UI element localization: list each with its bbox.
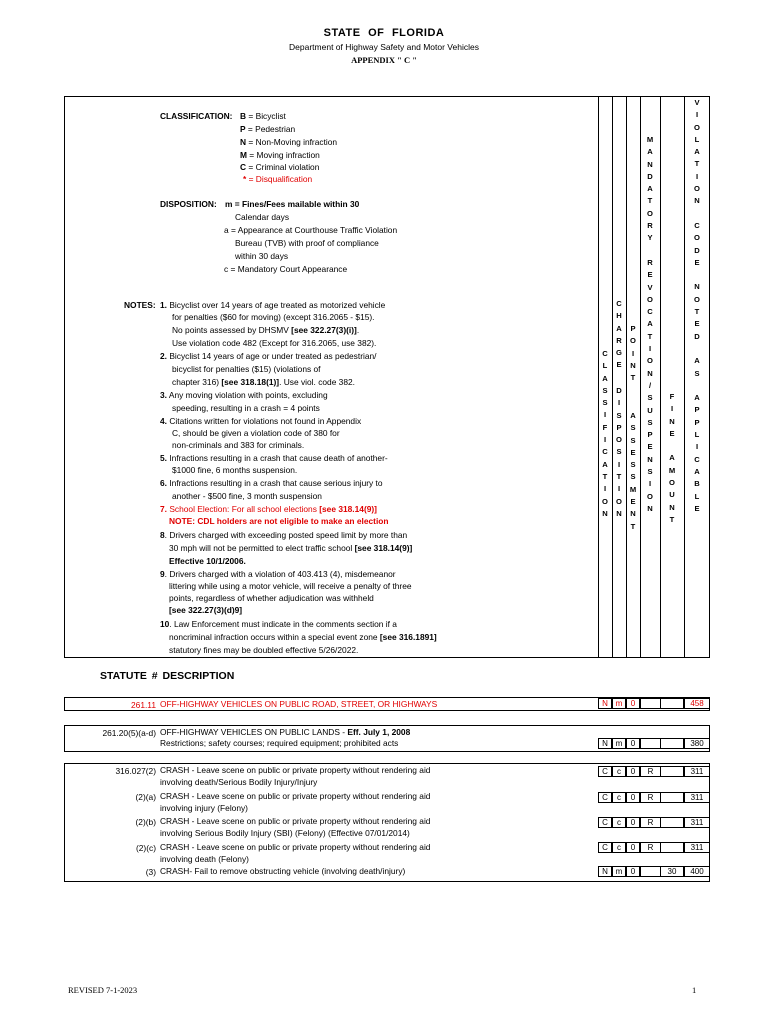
violation-code-cell: 400 [684,866,710,877]
note-line: 30 mph will not be permitted to elect traffic school [see 318.14(9)] [169,543,413,553]
page-title: STATE OF FLORIDA [323,27,445,39]
disposition-line: a = Appearance at Courthouse Traffic Violation [224,225,398,235]
mandatory-cell: R [640,842,660,853]
classification-line: M = Moving infraction [240,150,320,160]
column-header-point: P O I N T [630,324,636,383]
points-cell: 0 [626,738,640,749]
notes-label: NOTES: [124,300,156,310]
disposition-label: DISPOSITION: [160,199,217,209]
column-header-charge: C H A R G E [616,299,622,370]
note-3: 3. Any moving violation with points, excluding [160,390,328,400]
statute-description: CRASH - Leave scene on public or private property without rendering aid [160,842,431,852]
note-line: for penalties ($60 for moving) (except 316.2065 - $15). [172,312,375,322]
note-line: bicyclist for penalties ($15) (violations of [172,364,321,374]
note-line: No points assessed by DHSMV [see 322.27(3)(i)]. [172,325,360,335]
note-line: points, regardless of whether adjudication was withheld [169,593,374,603]
statute-number: (2)(a) [135,792,156,802]
classification-cell: C [598,842,612,853]
points-cell: 0 [626,766,640,777]
violation-code-cell: 311 [684,766,710,777]
violation-code-cell: 311 [684,817,710,828]
points-cell: 0 [626,698,640,709]
statute-description: OFF-HIGHWAY VEHICLES ON PUBLIC ROAD, STREET, OR HIGHWAYS [160,699,438,709]
statute-description: CRASH- Fail to remove obstructing vehicle (involving death/injury) [160,866,406,876]
column-header-violation-code: V I O L A T I O N C O D E N O T E D A S A P P L I C A B L E [694,98,700,513]
note-line: C, should be given a violation code of 380 for [172,428,340,438]
violation-code-cell: 458 [684,698,710,709]
fine-cell [660,766,684,777]
note-line: Use violation code 482 (Except for 316.2065, use 382). [172,338,377,348]
classification-cell: C [598,766,612,777]
classification-line: B = Bicyclist [240,111,286,121]
fine-cell [660,817,684,828]
page-number: 1 [692,985,697,995]
statute-description: CRASH - Leave scene on public or private property without rendering aid [160,816,431,826]
note-line: littering while using a motor vehicle, will receive a penalty of three [169,581,412,591]
mandatory-cell [640,866,660,877]
classification-line: C = Criminal violation [240,162,320,172]
violation-code-cell: 311 [684,842,710,853]
statute-number: (2)(b) [135,817,156,827]
mandatory-cell: R [640,766,660,777]
note-line: [see 322.27(3)(d)9] [169,605,243,615]
points-cell: 0 [626,792,640,803]
note-10: 10. Law Enforcement must indicate in the comments section if a [160,619,397,629]
column-divider [684,96,685,658]
column-divider [612,96,613,658]
note-line: Effective 10/1/2006. [169,556,246,566]
disposition-line: Bureau (TVB) with proof of compliance [235,238,379,248]
classification-cell: N [598,866,612,877]
column-header-disposition: D I S P O S I T I O N [616,386,622,518]
statute-number: (2)(c) [135,843,156,853]
note-line: speeding, resulting in a crash = 4 points [172,403,320,413]
statute-number: 316.027(2) [115,766,156,776]
column-divider [640,96,641,658]
points-cell: 0 [626,817,640,828]
column-divider [660,96,661,658]
statute-description-line2: Restrictions; safety courses; required equipment; prohibited acts [160,738,399,748]
mandatory-cell [640,698,660,709]
mandatory-cell [640,738,660,749]
note-2: 2. Bicyclist 14 years of age or under treated as pedestrian/ [160,351,377,361]
statute-description-line2: involving death (Felony) [160,854,249,864]
classification-cell: C [598,817,612,828]
points-cell: 0 [626,866,640,877]
note-8: 8. Drivers charged with exceeding posted speed limit by more than [160,530,408,540]
note-line: $1000 fine, 6 months suspension. [172,465,298,475]
note-1: 1. Bicyclist over 14 years of age treated as motorized vehicle [160,300,386,310]
column-header-mandatory-revocation: M A N D A T O R Y R E V O C A T I O N / S U S P E N S I O N [646,135,654,513]
classification-cell: N [598,698,612,709]
statute-description-line2: involving injury (Felony) [160,803,248,813]
column-header-assessment: A S S E S S M E N T [629,411,637,531]
note-7: 7. School Election: For all school elections [see 318.14(9)] [160,504,377,514]
disposition-cell: c [612,817,626,828]
classification-line: N = Non-Moving infraction [240,137,338,147]
note-6: 6. Infractions resulting in a crash that cause serious injury to [160,478,383,488]
classification-cell: C [598,792,612,803]
disposition-line: m = Fines/Fees mailable within 30 [225,199,360,209]
classification-label: CLASSIFICATION: [160,111,233,121]
statute-description-line2: involving Serious Bodily Injury (SBI) (Felony) (Effective 07/01/2014) [160,828,410,838]
fine-cell [660,792,684,803]
statute-description: CRASH - Leave scene on public or private property without rendering aid [160,765,431,775]
note-line: non-criminals and 383 for criminals. [172,440,305,450]
note-7-cdl: NOTE: CDL holders are not eligible to make an election [169,516,389,526]
points-cell: 0 [626,842,640,853]
classification-line: P = Pedestrian [240,124,296,134]
appendix-title: APPENDIX " C " [351,55,417,65]
violation-code-cell: 380 [684,738,710,749]
mandatory-cell: R [640,817,660,828]
fine-cell: 30 [660,866,684,877]
column-header-fine-amount: F I N E A M O U N T [668,392,676,524]
note-line: another - $500 fine, 3 month suspension [172,491,322,501]
statute-description: OFF-HIGHWAY VEHICLES ON PUBLIC LANDS - Eff. July 1, 2008 [160,727,411,737]
disposition-line: within 30 days [235,251,289,261]
note-4: 4. Citations written for violations not found in Appendix [160,416,362,426]
note-9: 9. Drivers charged with a violation of 403.413 (4), misdemeanor [160,569,396,579]
classification-cell: N [598,738,612,749]
statute-description-line2: involving death/Serious Bodily Injury/Injury [160,777,318,787]
mandatory-cell: R [640,792,660,803]
fine-cell [660,738,684,749]
fine-cell [660,842,684,853]
disposition-cell: c [612,842,626,853]
disposition-cell: c [612,792,626,803]
fine-cell [660,698,684,709]
disposition-cell: m [612,738,626,749]
note-line: chapter 316) [see 318.18(1)]. Use viol. code 382. [172,377,355,387]
column-header-classification: C L A S S I F I C A T I O N [602,349,608,518]
department-name: Department of Highway Safety and Motor Vehicles [289,42,479,52]
note-5: 5. Infractions resulting in a crash that cause death of another- [160,453,388,463]
note-line: noncriminal infraction occurs within a special event zone [see 316.1891] [169,632,437,642]
violation-code-cell: 311 [684,792,710,803]
disposition-cell: c [612,766,626,777]
classification-line-disqualification: * = Disqualification [243,174,313,184]
disposition-cell: m [612,698,626,709]
disposition-line: Calendar days [235,212,290,222]
statute-number: 261.11 [131,700,156,710]
statute-description: CRASH - Leave scene on public or private property without rendering aid [160,791,431,801]
statute-number: 261.20(5)(a-d) [102,728,156,738]
statute-description-header: STATUTE # DESCRIPTION [100,670,235,682]
disposition-line: c = Mandatory Court Appearance [224,264,348,274]
statute-number: (3) [145,867,156,877]
note-line: statutory fines may be doubled effective 5/26/2022. [169,645,359,655]
revised-date: REVISED 7-1-2023 [68,985,138,995]
disposition-cell: m [612,866,626,877]
